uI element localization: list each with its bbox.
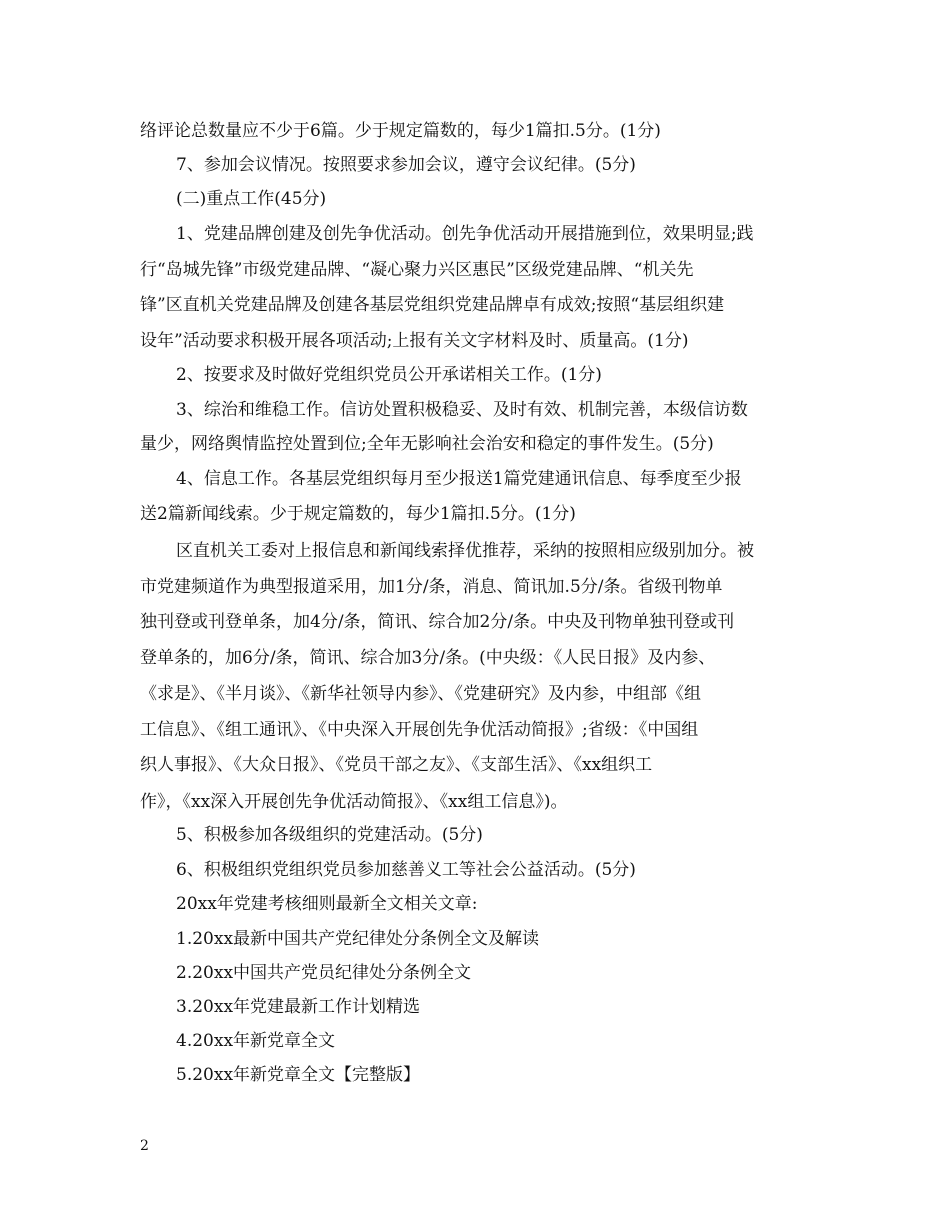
related-article-link[interactable]: 4.20xx年新党章全文 [176,1031,336,1051]
related-article-link[interactable]: 1.20xx最新中国共产党纪律处分条例全文及解读 [176,929,540,949]
text-line: 1、党建品牌创建及创先争优活动。创先争优活动开展措施到位，效果明显;践 [176,224,754,244]
text-line: 作》，《xx深入开展创先争优活动简报》、《xx组工信息》)。 [140,792,568,812]
text-line: 独刊登或刊登单条，加4分/条，简讯、综合加2分/条。中央及刊物单独刊登或刊 [140,612,735,632]
text-line: 2、按要求及时做好党组织党员公开承诺相关工作。(1分) [176,365,602,385]
text-line: 络评论总数量应不少于6篇。少于规定篇数的，每少1篇扣.5分。(1分) [140,121,661,141]
text-line: 登单条的，加6分/条，简讯、综合加3分/条。(中央级：《人民日报》及内参、 [140,648,716,668]
text-line: 设年”活动要求积极开展各项活动;上报有关文字材料及时、质量高。(1分) [140,331,689,351]
text-line: 3、综治和维稳工作。信访处置积极稳妥、及时有效、机制完善，本级信访数 [176,400,748,420]
related-articles-heading: 20xx年党建考核细则最新全文相关文章: [176,894,478,914]
text-line: 行“岛城先锋”市级党建品牌、“凝心聚力兴区惠民”区级党建品牌、“机关先 [140,260,694,280]
section-heading: (二)重点工作(45分) [176,189,327,209]
text-line: 工信息》、《组工通讯》、《中央深入开展创先争优活动简报》;省级：《中国组 [140,720,699,740]
text-line: 送2篇新闻线索。少于规定篇数的，每少1篇扣.5分。(1分) [140,504,576,524]
text-line: 7、参加会议情况。按照要求参加会议，遵守会议纪律。(5分) [176,155,636,175]
text-line: 5、积极参加各级组织的党建活动。(5分) [176,825,483,845]
related-article-link[interactable]: 5.20xx年新党章全文【完整版】 [176,1065,421,1085]
text-line: 6、积极组织党组织党员参加慈善义工等社会公益活动。(5分) [176,860,636,880]
text-line: 锋”区直机关党建品牌及创建各基层党组织党建品牌卓有成效;按照“基层组织建 [140,295,725,315]
related-article-link[interactable]: 2.20xx中国共产党员纪律处分条例全文 [176,963,472,983]
text-line: 区直机关工委对上报信息和新闻线索择优推荐，采纳的按照相应级别加分。被 [176,541,754,561]
text-line: 织人事报》、《大众日报》、《党员干部之友》、《支部生活》、《xx组织工 [140,755,653,775]
text-line: 《求是》、《半月谈》、《新华社领导内参》、《党建研究》及内参，中组部《组 [140,684,701,704]
text-line: 量少，网络舆情监控处置到位;全年无影响社会治安和稳定的事件发生。(5分) [140,434,714,454]
text-line: 市党建频道作为典型报道采用，加1分/条，消息、简讯加.5分/条。省级刊物单 [140,577,723,597]
related-article-link[interactable]: 3.20xx年党建最新工作计划精选 [176,997,421,1017]
text-line: 4、信息工作。各基层党组织每月至少报送1篇党建通讯信息、每季度至少报 [176,469,742,489]
page-number: 2 [140,1138,149,1154]
